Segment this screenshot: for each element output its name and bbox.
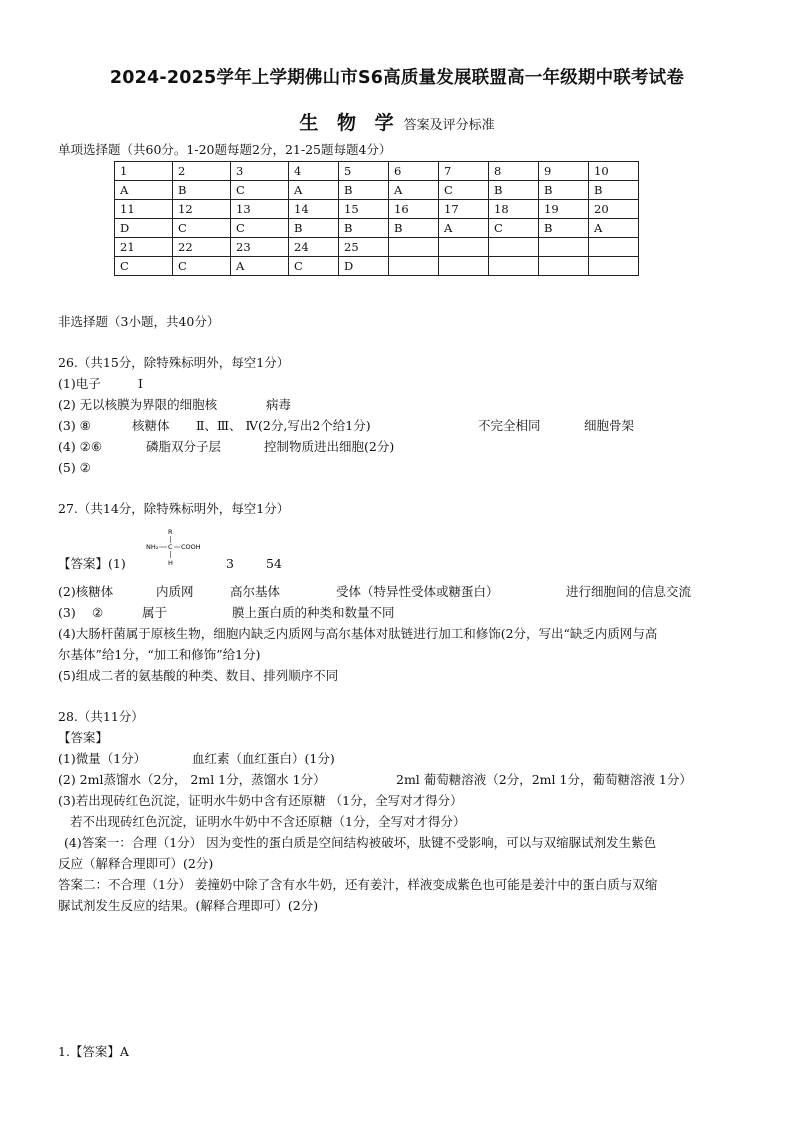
- table-cell: 22: [173, 238, 231, 257]
- q26-line5: (5) ②: [58, 460, 91, 475]
- table-cell: A: [231, 257, 289, 276]
- q28-line6: 反应（解释合理即可）(2分): [58, 856, 214, 871]
- subtitle-suffix: 答案及评分标准: [403, 118, 495, 133]
- table-cell: B: [589, 181, 639, 200]
- struct-nh2: NH₂: [146, 543, 159, 551]
- table-cell: 11: [115, 200, 173, 219]
- table-cell: 20: [589, 200, 639, 219]
- table-cell: 25: [339, 238, 389, 257]
- table-cell: [389, 238, 439, 257]
- q28-answer-label: 【答案】: [58, 730, 109, 745]
- q28-line3: (3)若出现砖红色沉淀，证明水牛奶中含有还原糖 （1分，全写对才得分）: [58, 793, 463, 808]
- footer-answer: 1.【答案】A: [58, 1044, 129, 1059]
- table-cell: [389, 257, 439, 276]
- q26-l3-a: (3) ⑧: [58, 418, 91, 433]
- q27-l3-d: 膜上蛋白质的种类和数量不同: [232, 605, 395, 620]
- table-cell: C: [289, 257, 339, 276]
- q26-l1-a: (1)电子: [58, 376, 101, 391]
- q27-l2-d: 受体（特异性受体或糖蛋白）: [336, 584, 499, 599]
- q27-l3-b: ②: [92, 605, 104, 620]
- table-cell: 14: [289, 200, 339, 219]
- table-cell: C: [173, 219, 231, 238]
- table-cell: B: [539, 181, 589, 200]
- table-row: [115, 219, 639, 238]
- q26-line4: [58, 438, 394, 456]
- table-cell: D: [339, 257, 389, 276]
- table-cell: [539, 257, 589, 276]
- table-cell: 5: [339, 162, 389, 181]
- table-cell: C: [115, 257, 173, 276]
- table-cell: 23: [231, 238, 289, 257]
- table-row: [115, 200, 639, 219]
- page-subtitle: [0, 108, 794, 135]
- struct-c: C: [168, 543, 173, 551]
- page-title: 2024-2025学年上学期佛山市S6高质量发展联盟高一年级期中联考试卷: [109, 68, 685, 88]
- q27-l3-a: (3): [58, 605, 76, 620]
- table-cell: A: [439, 219, 489, 238]
- q28-line8: 脲试剂发生反应的结果。(解释合理即可）(2分): [58, 898, 319, 913]
- q27-l2-a: (2)核糖体: [58, 584, 114, 599]
- q26-l2-a: (2) 无以核膜为界限的细胞核: [58, 397, 218, 412]
- table-row: [115, 257, 639, 276]
- struct-cooh: COOH: [181, 543, 201, 551]
- q26-l3-e: 细胞骨架: [584, 418, 635, 433]
- table-cell: 2: [173, 162, 231, 181]
- q27-l1-b: 3: [226, 556, 234, 571]
- table-cell: 21: [115, 238, 173, 257]
- table-cell: [439, 238, 489, 257]
- table-cell: [489, 238, 539, 257]
- q26-l2-b: 病毒: [266, 397, 292, 412]
- table-cell: 7: [439, 162, 489, 181]
- table-cell: 15: [339, 200, 389, 219]
- q28-line7: 答案二：不合理（1分） 姜撞奶中除了含有水牛奶，还有姜汁，样液变成紫色也可能是姜汁中的蛋白质与双缩: [58, 877, 658, 892]
- q27-line3: [58, 604, 395, 622]
- q26-line1: [58, 375, 143, 393]
- q28-line4: 若不出现砖红色沉淀，证明水牛奶中不含还原糖（1分，全写对才得分）: [70, 814, 466, 829]
- table-cell: [589, 257, 639, 276]
- q28-line5: (4)答案一：合理（1分） 因为变性的蛋白质是空间结构被破坏，肽键不受影响，可以与双缩脲试剂发生紫色: [64, 835, 657, 850]
- q26-l4-a: (4) ②⑥: [58, 439, 103, 454]
- q26-heading: 26.（共15分，除特殊标明外，每空1分）: [58, 355, 290, 370]
- table-cell: 19: [539, 200, 589, 219]
- q27-line4a: (4)大肠杆菌属于原核生物，细胞内缺乏内质网与高尔基体对肽链进行加工和修饰(2分，写出“缺乏内质网与高: [58, 626, 658, 641]
- subject-name: 生 物 学: [299, 112, 400, 134]
- table-cell: B: [339, 181, 389, 200]
- table-cell: B: [489, 181, 539, 200]
- table-cell: 1: [115, 162, 173, 181]
- table-cell: 8: [489, 162, 539, 181]
- q26-line3: [58, 417, 634, 435]
- q26-l3-c: Ⅱ、Ⅲ、 Ⅳ(2分,写出2个给1分): [196, 418, 371, 433]
- q26-l3-d: 不完全相同: [478, 418, 541, 433]
- table-cell: [489, 257, 539, 276]
- q27-l2-e: 进行细胞间的信息交流: [566, 584, 692, 599]
- section1-heading: 单项选择题（共60分。1-20题每题2分，21-25题每题4分）: [58, 142, 392, 157]
- q27-heading: 27.（共14分，除特殊标明外，每空1分）: [58, 501, 290, 516]
- table-cell: C: [173, 257, 231, 276]
- table-row: [115, 238, 639, 257]
- table-cell: B: [389, 219, 439, 238]
- table-cell: B: [539, 219, 589, 238]
- table-cell: 24: [289, 238, 339, 257]
- table-cell: 6: [389, 162, 439, 181]
- q28-l2-b: 2ml 葡萄糖溶液（2分，2ml 1分，葡萄糖溶液 1分）: [396, 772, 692, 787]
- q27-l1-a: 【答案】(1): [58, 556, 126, 571]
- table-cell: [439, 257, 489, 276]
- table-cell: D: [115, 219, 173, 238]
- table-cell: B: [289, 219, 339, 238]
- q27-line4b: 尔基体”给1分，“加工和修饰”给1分): [58, 647, 261, 662]
- q27-l1-c: 54: [266, 556, 282, 571]
- table-row: [115, 162, 639, 181]
- q26-line2: [58, 396, 291, 414]
- q27-l2-b: 内质网: [156, 584, 194, 599]
- table-cell: A: [589, 219, 639, 238]
- q27-line2: [58, 583, 691, 601]
- table-cell: 10: [589, 162, 639, 181]
- table-cell: [589, 238, 639, 257]
- table-cell: B: [173, 181, 231, 200]
- table-cell: 12: [173, 200, 231, 219]
- q28-l1-a: (1)微量（1分）: [58, 751, 147, 766]
- table-cell: A: [389, 181, 439, 200]
- table-cell: [539, 238, 589, 257]
- q27-l3-c: 属于: [142, 605, 168, 620]
- q28-l1-b: 血红素（血红蛋白）(1分): [192, 751, 335, 766]
- q26-l4-c: 控制物质进出细胞(2分): [264, 439, 395, 454]
- table-cell: 17: [439, 200, 489, 219]
- table-row: [115, 181, 639, 200]
- struct-r: R: [168, 528, 173, 536]
- q27-line5: (5)组成二者的氨基酸的种类、数目、排列顺序不同: [58, 668, 339, 683]
- q26-l4-b: 磷脂双分子层: [146, 439, 222, 454]
- table-cell: 3: [231, 162, 289, 181]
- table-cell: A: [289, 181, 339, 200]
- q28-line2: [58, 771, 692, 789]
- table-cell: 9: [539, 162, 589, 181]
- q26-l1-b: Ⅰ: [138, 376, 143, 391]
- table-cell: C: [489, 219, 539, 238]
- table-cell: C: [439, 181, 489, 200]
- q28-heading: 28.（共11分）: [58, 709, 144, 724]
- table-cell: 16: [389, 200, 439, 219]
- struct-h: H: [168, 559, 173, 567]
- q28-line1: [58, 750, 335, 768]
- table-cell: 4: [289, 162, 339, 181]
- table-cell: 13: [231, 200, 289, 219]
- q28-l2-a: (2) 2ml蒸馏水（2分， 2ml 1分，蒸馏水 1分）: [58, 772, 326, 787]
- q27-l2-c: 高尔基体: [230, 584, 281, 599]
- table-cell: C: [231, 219, 289, 238]
- q26-l3-b: 核糖体: [132, 418, 170, 433]
- answer-table: [114, 161, 639, 276]
- q27-line1: [58, 555, 282, 573]
- section2-heading: 非选择题（3小题，共40分）: [58, 314, 220, 329]
- table-cell: B: [339, 219, 389, 238]
- table-cell: 18: [489, 200, 539, 219]
- table-cell: C: [231, 181, 289, 200]
- table-cell: A: [115, 181, 173, 200]
